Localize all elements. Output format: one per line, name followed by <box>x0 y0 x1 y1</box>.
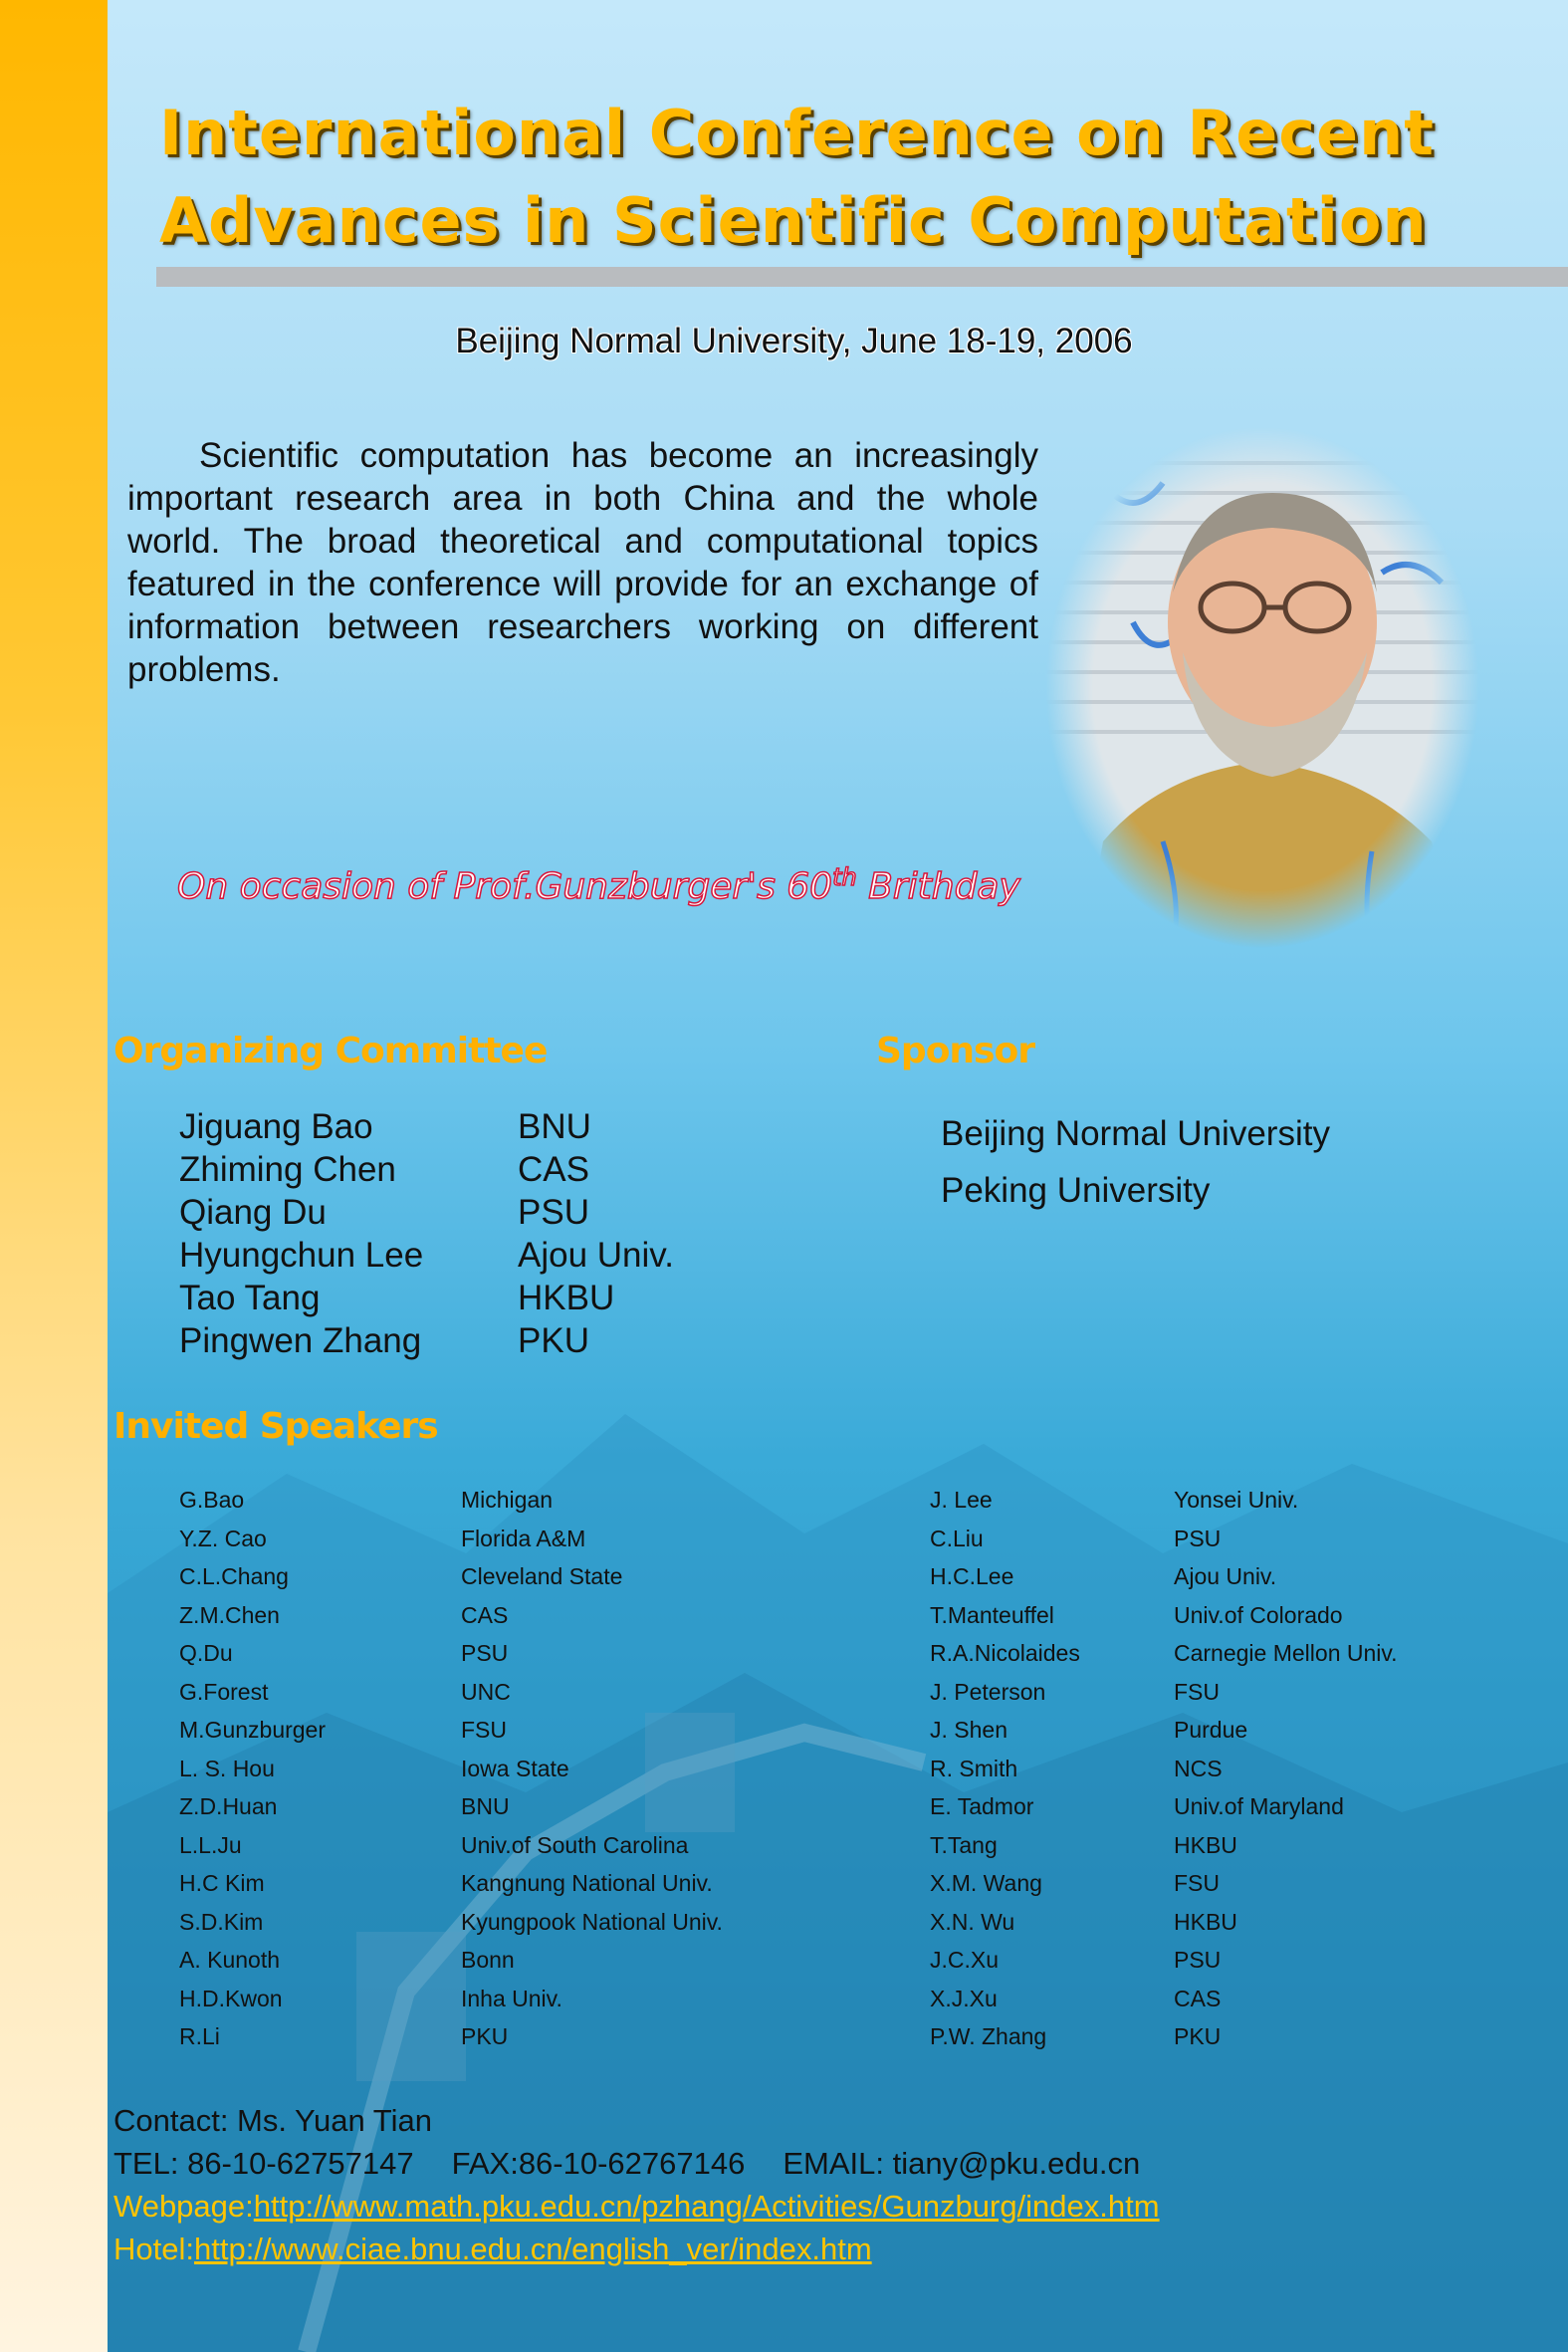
speaker-name: C.L.Chang <box>179 1563 289 1589</box>
speaker-affiliation: PKU <box>461 2023 509 2049</box>
member-affiliation: PSU <box>518 1193 589 1232</box>
speaker-row <box>179 1673 723 1712</box>
speaker-affiliation: Inha Univ. <box>461 1985 562 2011</box>
speaker-affiliation: FSU <box>461 1717 507 1743</box>
member-name: Hyungchun Lee <box>179 1236 424 1275</box>
speaker-affiliation: Carnegie Mellon Univ. <box>1174 1640 1398 1666</box>
member-name: Jiguang Bao <box>179 1107 373 1146</box>
speaker-name: Q.Du <box>179 1640 233 1666</box>
speaker-affiliation: FSU <box>1174 1870 1220 1896</box>
organizing-committee-list <box>179 1105 674 1362</box>
speaker-affiliation: CAS <box>1174 1985 1222 2011</box>
sponsor-list <box>941 1105 1330 1219</box>
member-affiliation: HKBU <box>518 1279 615 1317</box>
speaker-name: J. Lee <box>930 1487 993 1513</box>
speaker-row <box>930 2017 1398 2056</box>
conference-title <box>159 90 1533 265</box>
webpage-link[interactable]: http://www.math.pku.edu.cn/pzhang/Activities/Gunzburg/index.htm <box>253 2189 1160 2224</box>
speaker-name: C.Liu <box>930 1525 984 1551</box>
contact-numbers <box>113 2142 1160 2185</box>
speaker-row <box>179 1520 723 1558</box>
speaker-affiliation: Univ.of Colorado <box>1174 1601 1343 1628</box>
speaker-affiliation: Univ.of Maryland <box>1174 1793 1344 1819</box>
speaker-affiliation: Cleveland State <box>461 1563 623 1589</box>
speaker-row <box>930 1864 1398 1903</box>
speaker-affiliation: Florida A&M <box>461 1525 586 1551</box>
speaker-affiliation: HKBU <box>1174 1908 1237 1935</box>
speaker-affiliation: NCS <box>1174 1755 1223 1781</box>
speaker-row <box>930 1520 1398 1558</box>
speaker-row <box>179 1903 723 1942</box>
birthday-occasion <box>177 863 1020 907</box>
member-affiliation: PKU <box>518 1321 589 1360</box>
speaker-row <box>179 1711 723 1750</box>
speaker-row <box>179 1634 723 1673</box>
intro-text: Scientific computation has become an increasingly important research area in both China and the whole world. The broad theoretical and computational topics featured in the conference will provide for an exchange of information between researchers working on different problems. <box>127 436 1038 689</box>
speaker-affiliation: PSU <box>1174 1947 1222 1973</box>
committee-row <box>179 1148 674 1191</box>
speaker-row <box>179 1826 723 1865</box>
speaker-affiliation: BNU <box>461 1793 510 1819</box>
speaker-row <box>179 1787 723 1826</box>
sponsor-item: Beijing Normal University <box>941 1114 1330 1153</box>
committee-row <box>179 1319 674 1362</box>
speaker-affiliation: CAS <box>461 1601 509 1628</box>
speaker-name: A. Kunoth <box>179 1947 281 1973</box>
title-line-1: International Conference on Recent <box>159 97 1435 169</box>
member-affiliation: Ajou Univ. <box>518 1236 674 1275</box>
speaker-affiliation: PSU <box>461 1640 509 1666</box>
speaker-row <box>179 2017 723 2056</box>
committee-row <box>179 1191 674 1234</box>
speaker-affiliation: Ajou Univ. <box>1174 1563 1277 1589</box>
webpage-label: Webpage: <box>113 2189 254 2224</box>
speaker-name: T.Tang <box>930 1831 998 1858</box>
committee-row <box>179 1234 674 1277</box>
speaker-affiliation: Iowa State <box>461 1755 569 1781</box>
speaker-row <box>930 1903 1398 1942</box>
speaker-row <box>930 1711 1398 1750</box>
hotel-link[interactable]: http://www.ciae.bnu.edu.cn/english_ver/index.htm <box>193 2232 872 2266</box>
committee-row <box>179 1277 674 1319</box>
speaker-name: R.A.Nicolaides <box>930 1640 1080 1666</box>
speaker-name: L. S. Hou <box>179 1755 275 1781</box>
speaker-name: J. Shen <box>930 1717 1008 1743</box>
member-affiliation: CAS <box>518 1150 589 1189</box>
speaker-affiliation: PKU <box>1174 2023 1222 2049</box>
title-line-2: Advances in Scientific Computation <box>159 184 1428 257</box>
speaker-row <box>179 1557 723 1596</box>
speaker-affiliation: Univ.of South Carolina <box>461 1831 689 1858</box>
contact-block <box>113 2099 1160 2270</box>
speaker-name: T.Manteuffel <box>930 1601 1054 1628</box>
sponsor-heading: Sponsor <box>876 1031 1034 1071</box>
speaker-name: X.J.Xu <box>930 1985 998 2011</box>
speaker-row <box>179 1980 723 2018</box>
speaker-name: H.D.Kwon <box>179 1985 283 2011</box>
intro-paragraph <box>127 434 1038 691</box>
speaker-name: R.Li <box>179 2023 220 2049</box>
speaker-row <box>930 1826 1398 1865</box>
committee-row <box>179 1105 674 1148</box>
speaker-name: X.N. Wu <box>930 1908 1015 1935</box>
speaker-affiliation: FSU <box>1174 1678 1220 1705</box>
speaker-name: H.C.Lee <box>930 1563 1014 1589</box>
speaker-name: E. Tadmor <box>930 1793 1034 1819</box>
speaker-row <box>930 1750 1398 1788</box>
speaker-name: G.Bao <box>179 1487 245 1513</box>
member-name: Zhiming Chen <box>179 1150 396 1189</box>
speaker-affiliation: Bonn <box>461 1947 515 1973</box>
speaker-affiliation: Purdue <box>1174 1717 1248 1743</box>
member-name: Tao Tang <box>179 1279 321 1317</box>
email-address: EMAIL: tiany@pku.edu.cn <box>783 2146 1141 2181</box>
speaker-affiliation: PSU <box>1174 1525 1222 1551</box>
invited-speakers-heading: Invited Speakers <box>113 1406 438 1447</box>
speaker-name: R. Smith <box>930 1755 1018 1781</box>
speaker-row <box>930 1481 1398 1520</box>
occasion-tail: Brithday <box>856 866 1020 907</box>
speaker-name: J. Peterson <box>930 1678 1046 1705</box>
sponsor-item: Peking University <box>941 1171 1211 1210</box>
speakers-left-column <box>179 1481 723 2056</box>
speaker-row <box>179 1750 723 1788</box>
hotel-line <box>113 2228 1160 2270</box>
speaker-row <box>930 1557 1398 1596</box>
speaker-affiliation: Kangnung National Univ. <box>461 1870 713 1896</box>
speaker-name: L.L.Ju <box>179 1831 242 1858</box>
speaker-row <box>930 1787 1398 1826</box>
speaker-row <box>179 1864 723 1903</box>
fax-number: FAX:86-10-62767146 <box>451 2146 746 2181</box>
speaker-row <box>179 1596 723 1635</box>
speakers-right-column <box>930 1481 1398 2056</box>
member-name: Qiang Du <box>179 1193 327 1232</box>
speaker-name: Y.Z. Cao <box>179 1525 267 1551</box>
contact-name: Contact: Ms. Yuan Tian <box>113 2103 432 2138</box>
occasion-ordinal: 60 <box>786 866 833 907</box>
organizing-committee-heading: Organizing Committee <box>113 1031 548 1071</box>
speaker-row <box>930 1941 1398 1980</box>
speaker-name: S.D.Kim <box>179 1908 264 1935</box>
member-affiliation: BNU <box>518 1107 591 1146</box>
speaker-row <box>930 1980 1398 2018</box>
portrait-photo <box>1043 423 1481 951</box>
speaker-affiliation: HKBU <box>1174 1831 1237 1858</box>
speaker-name: Z.D.Huan <box>179 1793 278 1819</box>
speaker-name: G.Forest <box>179 1678 269 1705</box>
speaker-affiliation: Michigan <box>461 1487 554 1513</box>
occasion-prefix: On occasion of Prof.Gunzburger's <box>177 866 787 907</box>
speaker-name: H.C Kim <box>179 1870 265 1896</box>
hotel-label: Hotel: <box>113 2232 194 2266</box>
title-divider <box>156 267 1568 287</box>
speaker-name: Z.M.Chen <box>179 1601 280 1628</box>
venue-date: Beijing Normal University, June 18-19, 2006 <box>455 322 1133 360</box>
speaker-affiliation: Kyungpook National Univ. <box>461 1908 723 1935</box>
speaker-name: P.W. Zhang <box>930 2023 1047 2049</box>
speaker-affiliation: Yonsei Univ. <box>1174 1487 1299 1513</box>
speaker-row <box>930 1673 1398 1712</box>
speaker-row <box>930 1634 1398 1673</box>
speaker-row <box>179 1481 723 1520</box>
speaker-name: J.C.Xu <box>930 1947 1000 1973</box>
occasion-ordinal-suffix: th <box>832 863 857 891</box>
speaker-row <box>930 1596 1398 1635</box>
speaker-name: M.Gunzburger <box>179 1717 327 1743</box>
speaker-affiliation: UNC <box>461 1678 511 1705</box>
speaker-name: X.M. Wang <box>930 1870 1042 1896</box>
speaker-row <box>179 1941 723 1980</box>
member-name: Pingwen Zhang <box>179 1321 422 1360</box>
webpage-line <box>113 2185 1160 2228</box>
tel-number: TEL: 86-10-62757147 <box>113 2146 414 2181</box>
